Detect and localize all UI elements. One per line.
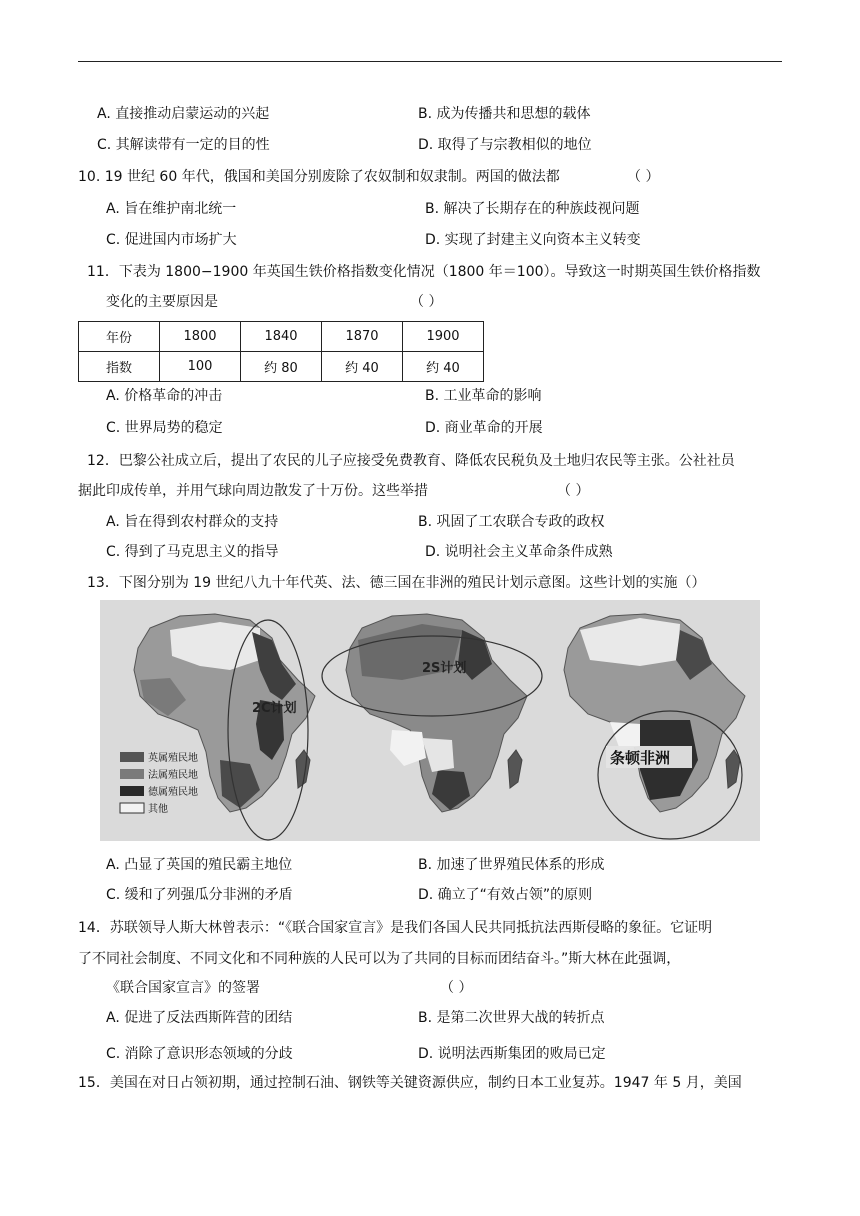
q11-stem-line1: 11．下表为 1800−1900 年英国生铁价格指数变化情况（1800 年＝100）。导致这一时期英国生铁价格指数 (87, 264, 761, 280)
q11-option-b[interactable]: B. 工业革命的影响 (425, 388, 542, 404)
table-cell: 1900 (403, 322, 484, 352)
q14-option-b[interactable]: B. 是第二次世界大战的转折点 (418, 1010, 605, 1026)
q12-stem-line2: 据此印成传单，并用气球向周边散发了十万份。这些举措 (78, 483, 428, 499)
q12-option-c[interactable]: C. 得到了马克思主义的指导 (106, 544, 279, 560)
q13-stem: 13．下图分别为 19 世纪八九十年代英、法、德三国在非洲的殖民计划示意图。这些计划的实施（） (87, 575, 706, 591)
table-row (79, 352, 484, 382)
map-france (322, 614, 542, 812)
q9-option-b[interactable]: B. 成为传播共和思想的载体 (418, 106, 591, 122)
q12-stem-line1: 12．巴黎公社成立后，提出了农民的儿子应接受免费教育、降低农民税负及土地归农民等主张。公社社员 (87, 453, 735, 469)
table-cell: 年份 (79, 322, 160, 352)
legend-british: 英属殖民地 (148, 753, 198, 764)
q12-answer-paren[interactable]: （ ） (557, 483, 590, 499)
q10-option-d[interactable]: D. 实现了封建主义向资本主义转变 (425, 232, 641, 248)
table-row (79, 322, 484, 352)
legend-german: 德属殖民地 (148, 787, 198, 798)
q10-option-c[interactable]: C. 促进国内市场扩大 (106, 232, 237, 248)
table-cell: 100 (160, 352, 241, 382)
q15-stem-line1: 15．美国在对日占领初期，通过控制石油、钢铁等关键资源供应，制约日本工业复苏。1947 年 5 月，美国 (78, 1075, 742, 1091)
q9-option-c[interactable]: C. 其解读带有一定的目的性 (97, 137, 270, 153)
label-2c-plan: 2C计划 (252, 701, 297, 716)
map-germany (564, 614, 745, 839)
legend-french: 法属殖民地 (148, 770, 198, 781)
q11-stem-line2: 变化的主要原因是 (106, 294, 218, 310)
legend-other: 其他 (148, 804, 168, 815)
q12-option-a[interactable]: A. 旨在得到农村群众的支持 (106, 514, 279, 530)
q10-stem: 10. 19 世纪 60 年代，俄国和美国分别废除了农奴制和奴隶制。两国的做法都 (78, 169, 560, 185)
q14-option-a[interactable]: A. 促进了反法西斯阵营的团结 (106, 1010, 293, 1026)
q10-option-a[interactable]: A. 旨在维护南北统一 (106, 201, 237, 217)
q13-option-c[interactable]: C. 缓和了列强瓜分非洲的矛盾 (106, 887, 293, 903)
africa-colonial-maps (100, 600, 760, 841)
q14-stem-line1: 14．苏联领导人斯大林曾表示：“《联合国家宣言》是我们各国人民共同抵抗法西斯侵略的象征。它证明 (78, 920, 713, 936)
header-rule (78, 61, 782, 62)
q14-option-c[interactable]: C. 消除了意识形态领域的分歧 (106, 1046, 293, 1062)
q9-option-d[interactable]: D. 取得了与宗教相似的地位 (418, 137, 592, 153)
label-teutonic-africa: 条顿非洲 (610, 749, 671, 767)
q14-answer-paren[interactable]: （ ） (440, 980, 473, 996)
q14-stem-line2: 了不同社会制度、不同文化和不同种族的人民可以为了共同的目标而团结奋斗。”斯大林在此强调， (78, 951, 681, 967)
q11-answer-paren[interactable]: （ ） (410, 294, 443, 310)
q13-option-d[interactable]: D. 确立了“有效占领”的原则 (418, 887, 593, 903)
table-cell: 1840 (241, 322, 322, 352)
q10-answer-paren[interactable]: （ ） (627, 169, 660, 185)
africa-maps-figure (100, 600, 760, 841)
q14-option-d[interactable]: D. 说明法西斯集团的败局已定 (418, 1046, 606, 1062)
label-2s-plan: 2S计划 (422, 661, 467, 676)
q13-option-a[interactable]: A. 凸显了英国的殖民霸主地位 (106, 857, 293, 873)
map-legend (120, 751, 198, 815)
q12-option-d[interactable]: D. 说明社会主义革命条件成熟 (425, 544, 613, 560)
q14-stem-line3: 《联合国家宣言》的签署 (106, 980, 260, 996)
q12-option-b[interactable]: B. 巩固了工农联合专政的政权 (418, 514, 605, 530)
q13-option-b[interactable]: B. 加速了世界殖民体系的形成 (418, 857, 605, 873)
q11-option-a[interactable]: A. 价格革命的冲击 (106, 388, 223, 404)
table-cell: 约 80 (241, 352, 322, 382)
q11-option-c[interactable]: C. 世界局势的稳定 (106, 420, 223, 436)
table-cell: 1870 (322, 322, 403, 352)
table-cell: 约 40 (403, 352, 484, 382)
q9-option-a[interactable]: A. 直接推动启蒙运动的兴起 (97, 106, 270, 122)
table-cell: 指数 (79, 352, 160, 382)
price-index-table (78, 321, 484, 382)
q10-option-b[interactable]: B. 解决了长期存在的种族歧视问题 (425, 201, 640, 217)
q11-option-d[interactable]: D. 商业革命的开展 (425, 420, 543, 436)
table-cell: 1800 (160, 322, 241, 352)
table-cell: 约 40 (322, 352, 403, 382)
